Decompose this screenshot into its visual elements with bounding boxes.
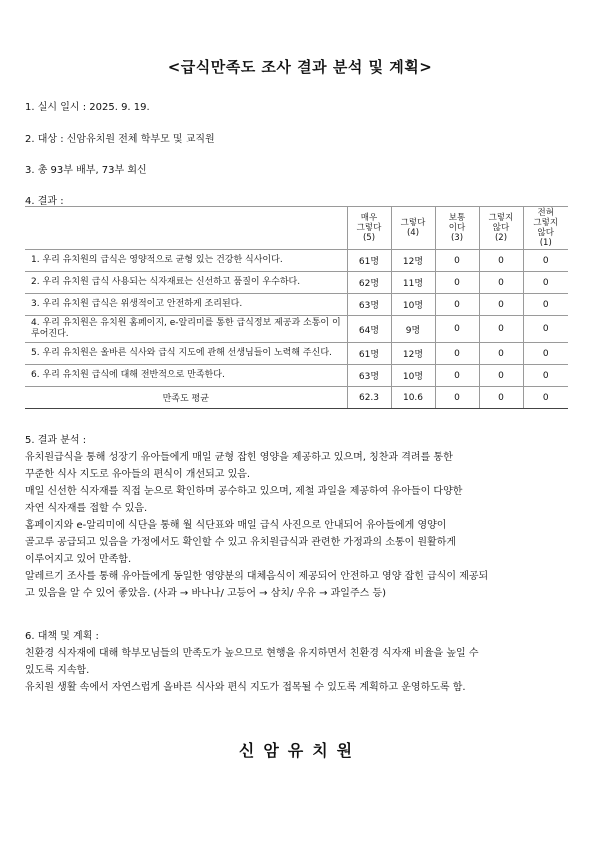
- value-cell: 11명: [391, 272, 435, 294]
- value-cell: 0: [479, 316, 523, 343]
- average-row: [25, 387, 568, 409]
- value-cell: 10명: [391, 294, 435, 316]
- question-cell: 6. 우리 유치원 급식에 대해 전반적으로 만족한다.: [25, 365, 347, 387]
- average-value: 10.6: [391, 387, 435, 409]
- value-cell: 64명: [347, 316, 391, 343]
- value-cell: 0: [523, 294, 568, 316]
- value-cell: 0: [435, 272, 479, 294]
- table-row: [25, 272, 568, 294]
- value-cell: 63명: [347, 365, 391, 387]
- plan-line: 있도록 지속함.: [25, 665, 90, 676]
- results-table: [25, 206, 568, 409]
- header-score: (3): [450, 233, 464, 243]
- value-cell: 0: [523, 365, 568, 387]
- analysis-line: 매일 신선한 식자재를 직접 눈으로 확인하며 공수하고 있으며, 제철 과일을 제공하여 유아들이 다양한: [25, 486, 463, 497]
- analysis-line: 알레르기 조사를 통해 유아들에게 동일한 영양분의 대체음식이 제공되어 안전하고 영양 잡힌 급식이 제공되: [25, 571, 489, 582]
- header-score: (5): [362, 233, 376, 243]
- table-header-row: [25, 207, 568, 250]
- plan-heading: 6. 대책 및 계획 :: [25, 631, 99, 642]
- survey-count: 3. 총 93부 배부, 73부 회신: [25, 165, 147, 176]
- survey-target: 2. 대상 : 신암유치원 전체 학부모 및 교직원: [25, 134, 215, 145]
- header-label: 보통 이다: [448, 213, 466, 233]
- value-cell: 12명: [391, 343, 435, 365]
- value-cell: 0: [435, 365, 479, 387]
- analysis-line: 이루어지고 있어 만족함.: [25, 554, 132, 565]
- value-cell: 0: [479, 343, 523, 365]
- question-cell: 5. 우리 유치원은 올바른 식사와 급식 지도에 관해 선생님들이 노력해 주신다.: [25, 343, 347, 365]
- header-col-3: [435, 207, 479, 250]
- value-cell: 61명: [347, 250, 391, 272]
- document-title: <급식만족도 조사 결과 분석 및 계획>: [167, 58, 433, 76]
- header-label: 매우 그렇다: [356, 213, 382, 233]
- value-cell: 0: [523, 343, 568, 365]
- survey-date: 1. 실시 일시 : 2025. 9. 19.: [25, 102, 150, 113]
- average-value: 62.3: [347, 387, 391, 409]
- question-cell: 3. 우리 유치원 급식은 위생적이고 안전하게 조리된다.: [25, 294, 347, 316]
- kindergarten-name: 신암유치원: [238, 741, 362, 760]
- analysis-line: 홈페이지와 e-알리미에 식단을 통해 월 식단표와 매일 급식 사진으로 안내되어 유아들에게 영양이: [25, 520, 447, 531]
- table-row: [25, 343, 568, 365]
- value-cell: 0: [523, 316, 568, 343]
- plan-line: 친환경 식자재에 대해 학부모님들의 만족도가 높으므로 현행을 유지하면서 친환경 식자재 비율을 높일 수: [25, 648, 479, 659]
- header-col-4: [391, 207, 435, 250]
- value-cell: 0: [523, 272, 568, 294]
- analysis-section: [25, 432, 580, 602]
- results-heading: 4. 결과 :: [25, 196, 64, 207]
- value-cell: 62명: [347, 272, 391, 294]
- header-col-5: [347, 207, 391, 250]
- plan-line: 유치원 생활 속에서 자연스럽게 올바른 식사와 편식 지도가 접목될 수 있도록 계획하고 운영하도록 함.: [25, 682, 466, 693]
- value-cell: 0: [435, 294, 479, 316]
- value-cell: 12명: [391, 250, 435, 272]
- average-value: 0: [435, 387, 479, 409]
- header-col-2: [479, 207, 523, 250]
- average-value: 0: [479, 387, 523, 409]
- average-label: 만족도 평균: [25, 387, 347, 409]
- header-label: 그렇지 않다: [488, 213, 514, 233]
- analysis-line: 꾸준한 식사 지도로 유아들의 편식이 개선되고 있음.: [25, 469, 251, 480]
- header-col-1: [523, 207, 568, 250]
- analysis-line: 자연 식자재를 접할 수 있음.: [25, 503, 148, 514]
- table-row: [25, 316, 568, 343]
- average-value: 0: [523, 387, 568, 409]
- analysis-heading: 5. 결과 분석 :: [25, 435, 87, 446]
- analysis-line: 고 있음을 알 수 있어 좋았음. (사과 → 바나나/ 고등어 → 삼치/ 우유 → 과일주스 등): [25, 588, 387, 599]
- plan-section: [25, 628, 580, 696]
- header-label: 그렇다: [400, 218, 426, 228]
- value-cell: 0: [435, 316, 479, 343]
- value-cell: 0: [435, 343, 479, 365]
- analysis-line: 유치원급식을 통해 성장기 유아들에게 매일 균형 잡힌 영양을 제공하고 있으며, 칭찬과 격려를 통한: [25, 452, 453, 463]
- value-cell: 0: [479, 294, 523, 316]
- question-cell: 4. 우리 유치원은 유치원 홈페이지, e-알리미를 통한 급식정보 제공과 소통이 이루어진다.: [25, 316, 347, 343]
- question-cell: 1. 우리 유치원의 급식은 영양적으로 균형 있는 건강한 식사이다.: [25, 250, 347, 272]
- value-cell: 9명: [391, 316, 435, 343]
- value-cell: 0: [479, 250, 523, 272]
- question-cell: 2. 우리 유치원 급식 사용되는 식자재료는 신선하고 품질이 우수하다.: [25, 272, 347, 294]
- header-score: (1): [539, 238, 552, 248]
- analysis-line: 골고루 공급되고 있음을 가정에서도 확인할 수 있고 유치원급식과 관련한 가정과의 소통이 원활하게: [25, 537, 457, 548]
- value-cell: 0: [479, 365, 523, 387]
- table-row: [25, 250, 568, 272]
- header-label: 전혀 그렇지 않다: [533, 208, 559, 238]
- table-row: [25, 294, 568, 316]
- table-row: [25, 365, 568, 387]
- header-score: (2): [494, 233, 508, 243]
- value-cell: 61명: [347, 343, 391, 365]
- value-cell: 0: [523, 250, 568, 272]
- header-blank-cell: [25, 207, 347, 250]
- value-cell: 63명: [347, 294, 391, 316]
- value-cell: 0: [435, 250, 479, 272]
- header-score: (4): [406, 228, 420, 238]
- value-cell: 0: [479, 272, 523, 294]
- value-cell: 10명: [391, 365, 435, 387]
